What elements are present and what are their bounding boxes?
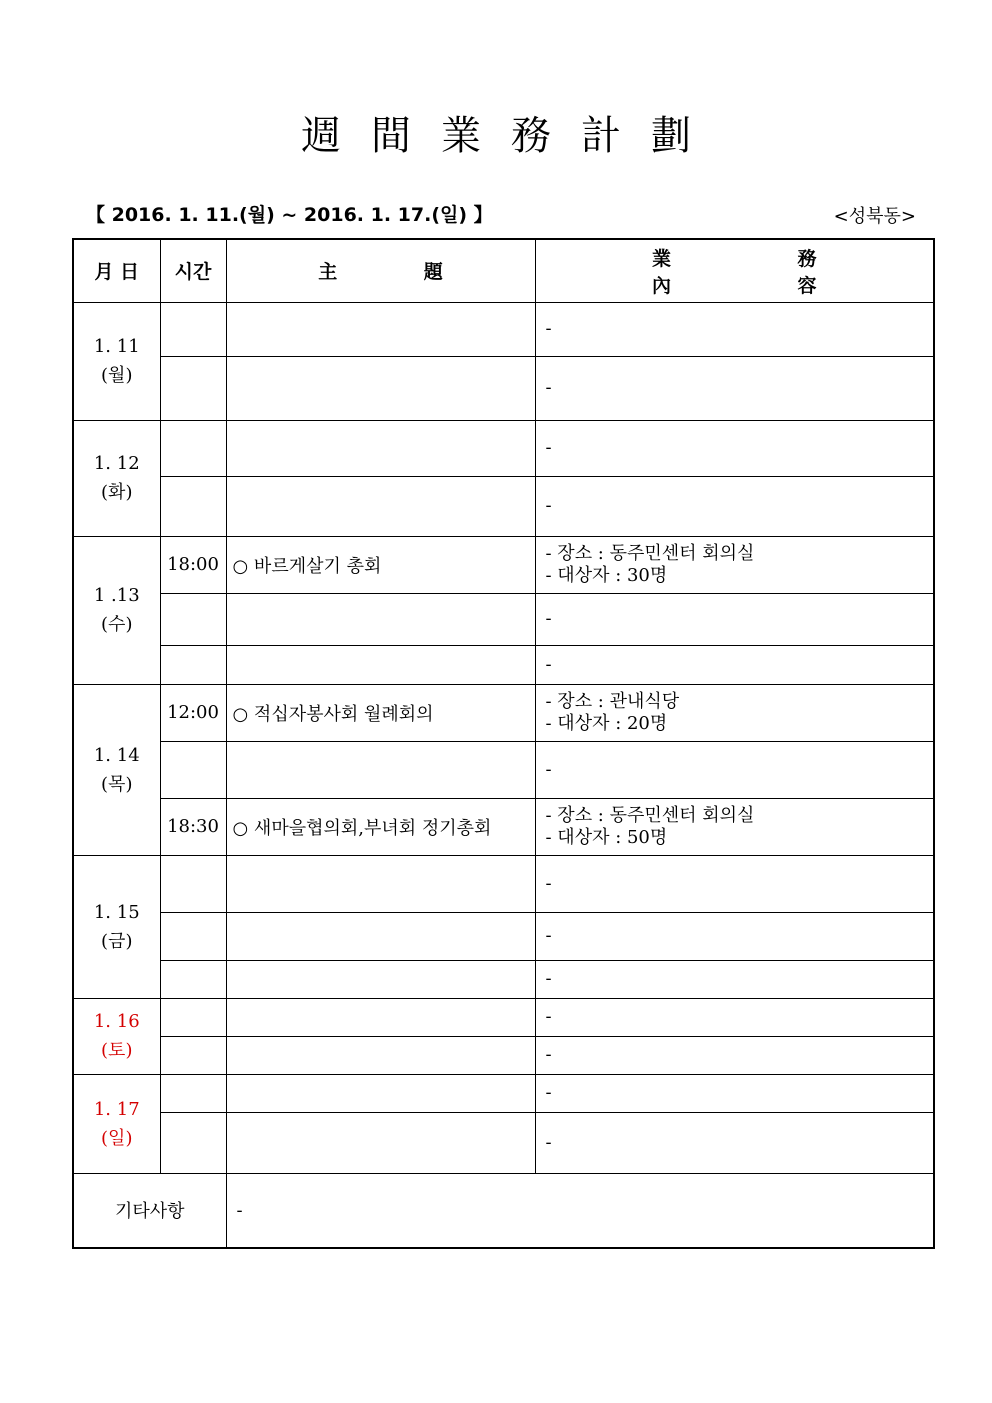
document-title: 週間業務計劃 bbox=[301, 113, 721, 159]
detail-line: - bbox=[545, 495, 552, 516]
time-cell bbox=[160, 1112, 226, 1173]
topic-cell bbox=[226, 855, 535, 912]
date-cell bbox=[73, 302, 160, 420]
detail-line: - 대상자 : 30명 bbox=[545, 564, 668, 586]
topic-cell bbox=[226, 1036, 535, 1074]
topic-cell bbox=[226, 741, 535, 798]
time-cell bbox=[160, 1074, 226, 1112]
weekly-plan-table bbox=[72, 238, 935, 1249]
weekday-text: (수) bbox=[101, 614, 133, 635]
detail-line: - bbox=[545, 1131, 552, 1153]
table-row bbox=[73, 998, 934, 1036]
date-text: 1. 16 bbox=[93, 1011, 140, 1032]
table-row bbox=[73, 356, 934, 420]
table-row bbox=[73, 1074, 934, 1112]
topic-cell: ○ 바르게살기 총회 bbox=[226, 536, 535, 593]
detail-line: - 대상자 : 50명 bbox=[545, 826, 668, 848]
plan-body bbox=[73, 302, 934, 1173]
weekday-text: (금) bbox=[101, 930, 133, 952]
time-cell bbox=[160, 302, 226, 356]
table-row bbox=[73, 420, 934, 476]
detail-line: - bbox=[545, 1006, 552, 1027]
time-cell bbox=[160, 356, 226, 420]
time-cell bbox=[160, 855, 226, 912]
table-row bbox=[73, 536, 934, 593]
time-cell: 18:00 bbox=[160, 536, 226, 593]
header-date: 月 日 bbox=[73, 239, 160, 302]
date-text: 1. 17 bbox=[93, 1098, 140, 1120]
table-row bbox=[73, 302, 934, 356]
topic-cell bbox=[226, 1112, 535, 1173]
date-text: 1. 11 bbox=[93, 336, 140, 357]
topic-cell bbox=[226, 356, 535, 420]
detail-line: - bbox=[545, 872, 552, 894]
weekday-text: (화) bbox=[101, 482, 133, 503]
department-label: <성북동> bbox=[833, 206, 916, 227]
header-time: 시간 bbox=[160, 239, 226, 302]
topic-cell bbox=[226, 302, 535, 356]
time-cell bbox=[160, 960, 226, 998]
topic-cell bbox=[226, 593, 535, 645]
time-cell bbox=[160, 645, 226, 684]
time-cell: 12:00 bbox=[160, 684, 226, 741]
time-cell bbox=[160, 741, 226, 798]
date-text: 1. 15 bbox=[93, 901, 140, 923]
weekday-text: (월) bbox=[101, 365, 133, 386]
topic-cell bbox=[226, 912, 535, 960]
detail-cell bbox=[535, 741, 934, 798]
detail-cell bbox=[535, 1036, 934, 1074]
table-row bbox=[73, 1112, 934, 1173]
detail-line: - bbox=[545, 1044, 552, 1065]
detail-line: - bbox=[545, 318, 552, 339]
header-topic: 主 題 bbox=[226, 239, 535, 302]
detail-line: - bbox=[545, 968, 552, 989]
detail-cell bbox=[535, 536, 934, 593]
topic-cell bbox=[226, 998, 535, 1036]
detail-cell bbox=[535, 476, 934, 536]
time-cell bbox=[160, 476, 226, 536]
detail-line: - bbox=[545, 437, 552, 458]
date-cell bbox=[73, 536, 160, 684]
header-content: 業 務 內 容 bbox=[535, 239, 934, 302]
notes-label: 기타사항 bbox=[73, 1173, 226, 1248]
detail-line: - 장소 : 동주민센터 회의실 bbox=[545, 804, 755, 826]
topic-cell bbox=[226, 476, 535, 536]
topic-cell bbox=[226, 1074, 535, 1112]
detail-cell bbox=[535, 1074, 934, 1112]
detail-cell bbox=[535, 684, 934, 741]
time-cell bbox=[160, 998, 226, 1036]
detail-cell bbox=[535, 593, 934, 645]
time-cell bbox=[160, 912, 226, 960]
detail-cell bbox=[535, 420, 934, 476]
table-row bbox=[73, 645, 934, 684]
detail-line: - bbox=[545, 608, 552, 629]
table-row bbox=[73, 684, 934, 741]
topic-cell bbox=[226, 420, 535, 476]
date-text: 1 .13 bbox=[93, 585, 140, 606]
detail-line: - bbox=[545, 925, 552, 946]
date-cell bbox=[73, 998, 160, 1074]
detail-cell bbox=[535, 998, 934, 1036]
date-cell bbox=[73, 1074, 160, 1173]
date-cell bbox=[73, 420, 160, 536]
table-row bbox=[73, 855, 934, 912]
notes-value: - bbox=[226, 1173, 934, 1248]
date-text: 1. 12 bbox=[93, 453, 140, 474]
weekday-text: (일) bbox=[101, 1127, 133, 1149]
detail-line: - bbox=[545, 1082, 552, 1103]
date-cell bbox=[73, 684, 160, 855]
detail-cell bbox=[535, 912, 934, 960]
period-range: 【 2016. 1. 11.(월) ~ 2016. 1. 17.(일) 】 bbox=[86, 204, 493, 226]
detail-line: - bbox=[545, 758, 552, 780]
detail-cell bbox=[535, 1112, 934, 1173]
topic-cell: ○ 새마을협의회,부녀회 정기총회 bbox=[226, 798, 535, 855]
detail-cell bbox=[535, 645, 934, 684]
table-row bbox=[73, 912, 934, 960]
detail-line: - bbox=[545, 377, 552, 398]
weekday-text: (토) bbox=[101, 1040, 133, 1061]
table-row bbox=[73, 741, 934, 798]
table-row bbox=[73, 960, 934, 998]
topic-cell bbox=[226, 960, 535, 998]
header-row bbox=[73, 239, 934, 302]
topic-cell: ○ 적십자봉사회 월례회의 bbox=[226, 684, 535, 741]
detail-cell bbox=[535, 356, 934, 420]
table-row bbox=[73, 798, 934, 855]
time-cell: 18:30 bbox=[160, 798, 226, 855]
time-cell bbox=[160, 1036, 226, 1074]
detail-line: - 장소 : 동주민센터 회의실 bbox=[545, 542, 755, 564]
table-row bbox=[73, 1036, 934, 1074]
detail-line: - 장소 : 관내식당 bbox=[545, 690, 680, 712]
time-cell bbox=[160, 420, 226, 476]
time-cell bbox=[160, 593, 226, 645]
date-text: 1. 14 bbox=[93, 744, 140, 766]
table-row bbox=[73, 476, 934, 536]
detail-line: - 대상자 : 20명 bbox=[545, 712, 668, 734]
table-row bbox=[73, 593, 934, 645]
detail-line: - bbox=[545, 653, 552, 675]
notes-row bbox=[73, 1173, 934, 1248]
detail-cell bbox=[535, 302, 934, 356]
detail-cell bbox=[535, 960, 934, 998]
topic-cell bbox=[226, 645, 535, 684]
detail-cell bbox=[535, 855, 934, 912]
detail-cell bbox=[535, 798, 934, 855]
date-cell bbox=[73, 855, 160, 998]
weekday-text: (목) bbox=[101, 773, 133, 795]
